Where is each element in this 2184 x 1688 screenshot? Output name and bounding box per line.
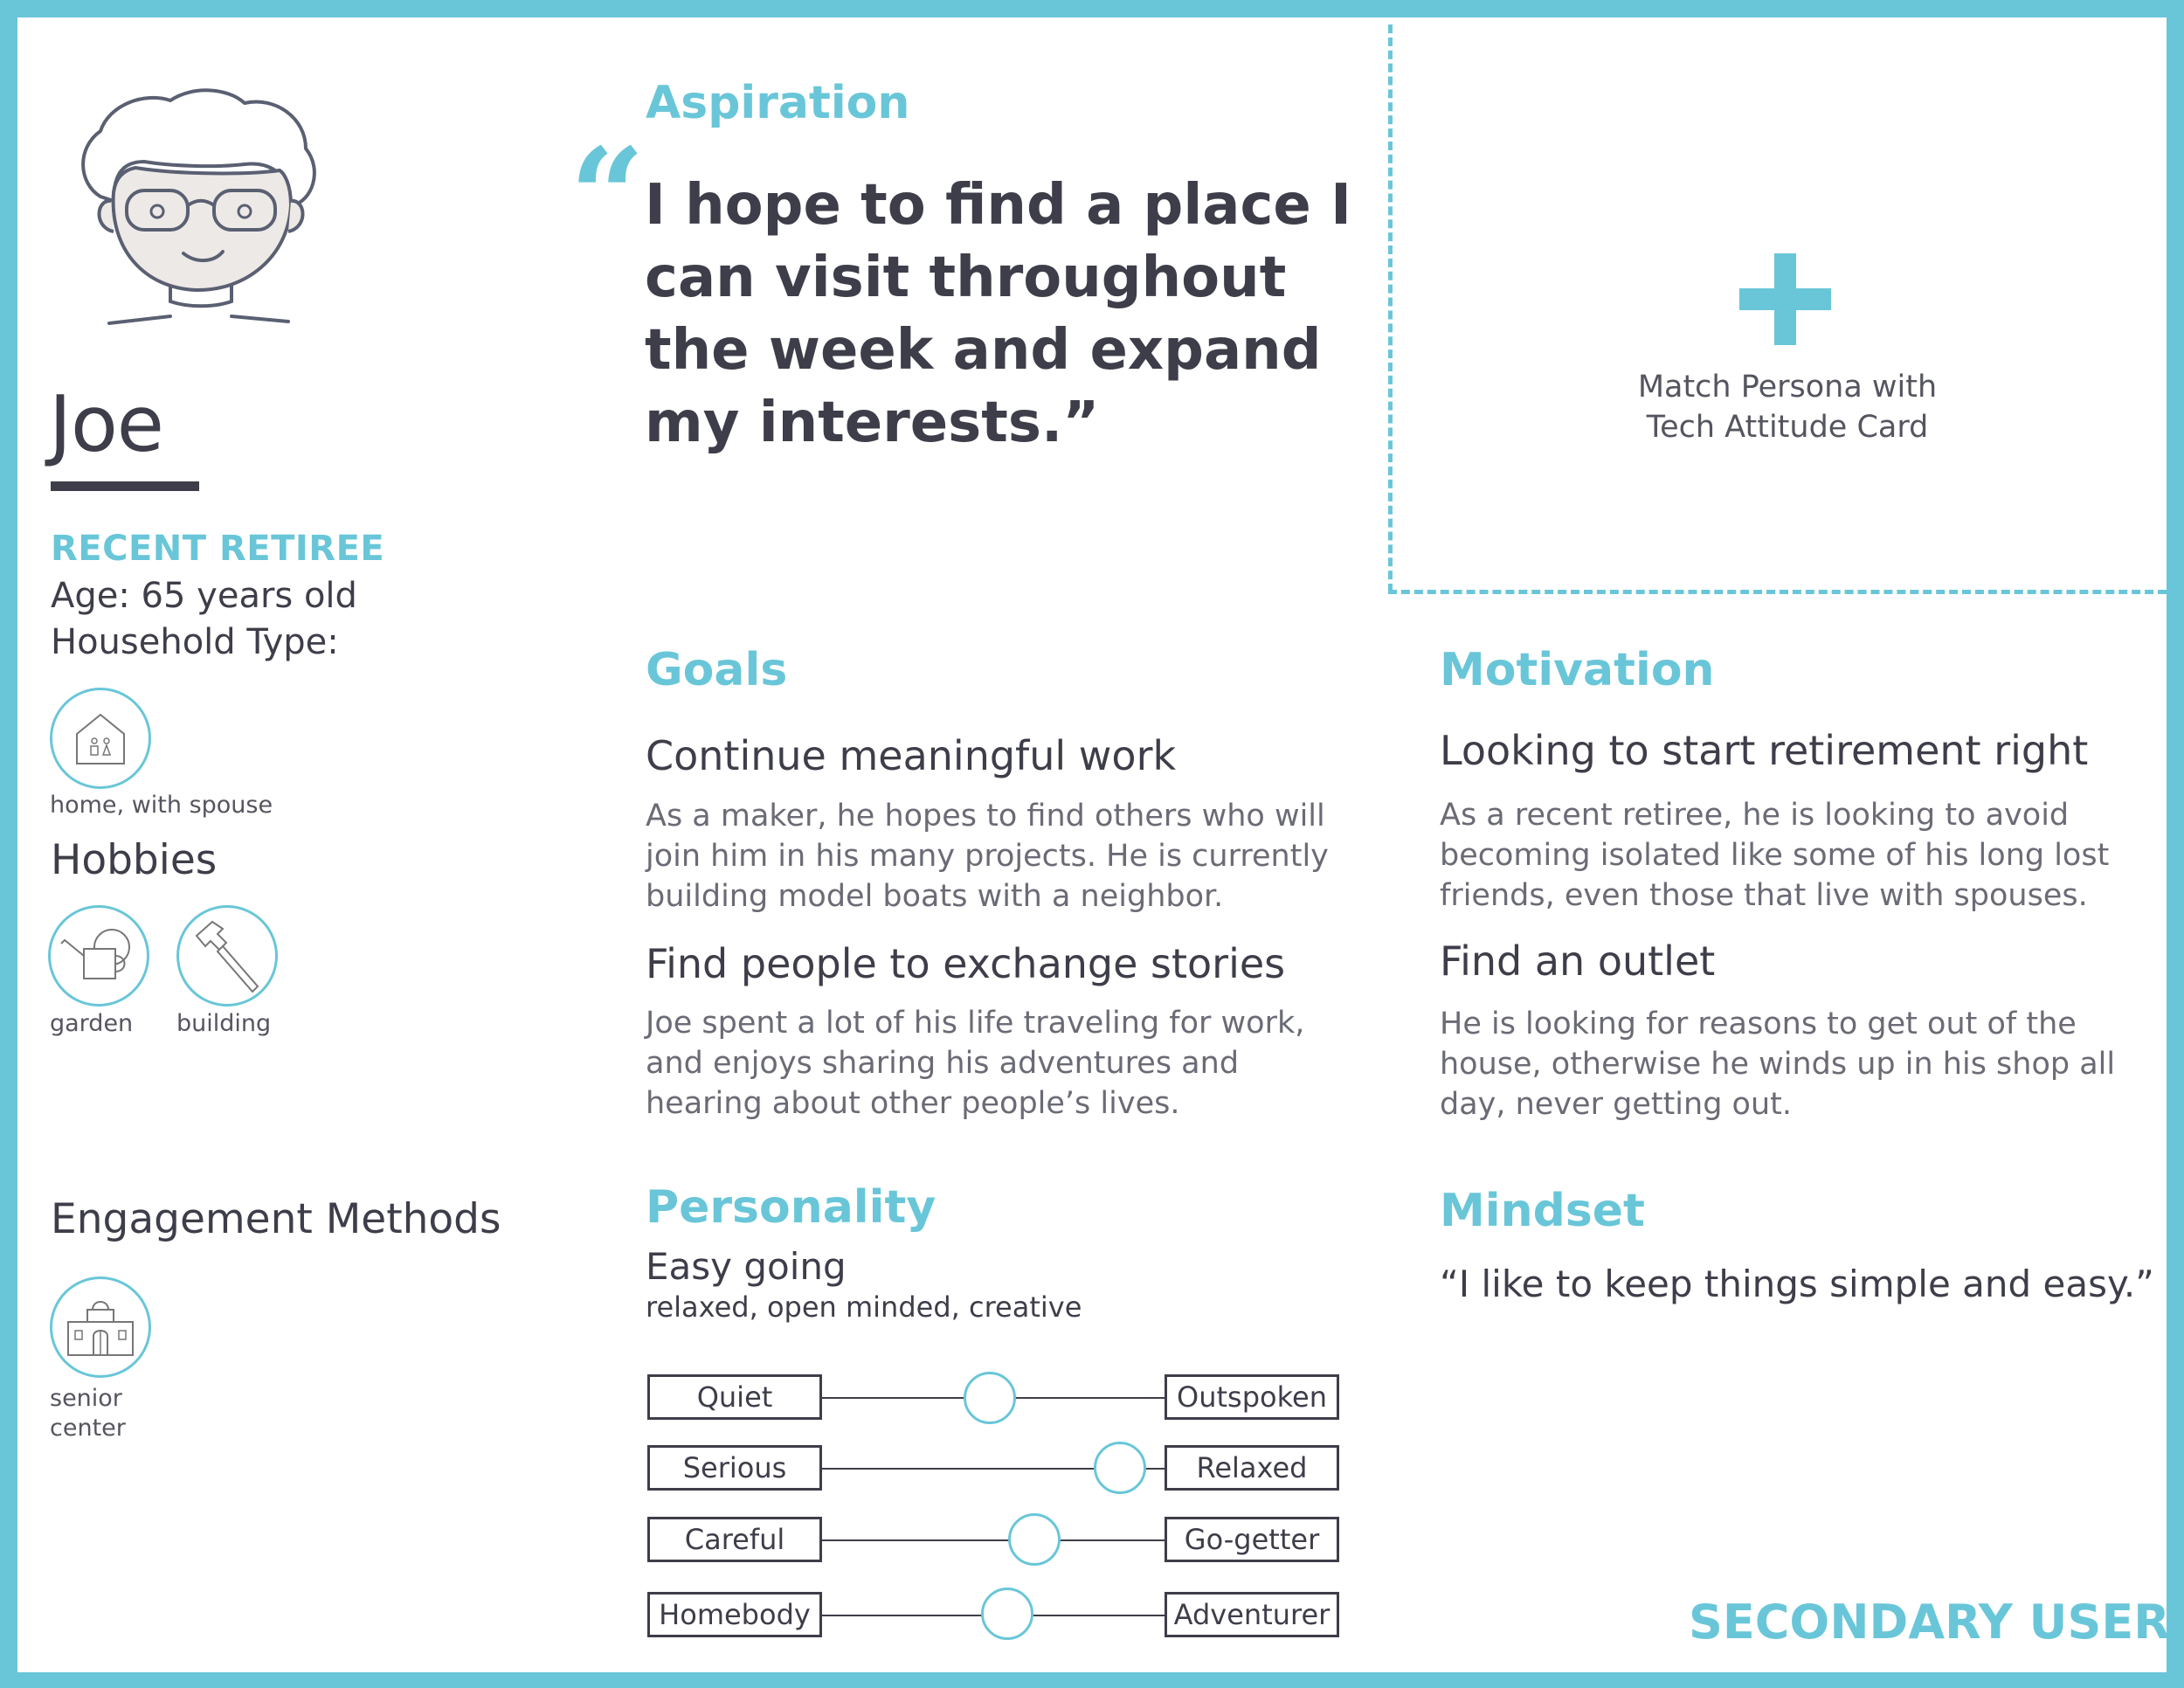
slider-left-label: Serious bbox=[647, 1445, 822, 1491]
slider-knob bbox=[1008, 1513, 1061, 1566]
persona-name: Joe bbox=[49, 379, 163, 469]
hobby-label-garden: garden bbox=[50, 1010, 134, 1037]
personality-slider-serious-relaxed bbox=[647, 1442, 1339, 1494]
quote-mark-icon: “ bbox=[570, 120, 646, 273]
hammer-icon bbox=[176, 905, 278, 1007]
tech-card-caption: Match Persona with Tech Attitude Card bbox=[1637, 370, 1938, 445]
persona-role: RECENT RETIREE bbox=[51, 529, 385, 569]
motivation-item-heading: Find an outlet bbox=[1440, 937, 1716, 985]
tech-card-border-horizontal bbox=[1388, 590, 2167, 594]
slider-track bbox=[822, 1539, 1165, 1541]
slider-left-label: Quiet bbox=[647, 1374, 822, 1420]
slider-knob bbox=[1094, 1442, 1146, 1494]
user-type-label: SECONDARY USER bbox=[1689, 1595, 2170, 1650]
slider-knob bbox=[964, 1372, 1016, 1424]
slider-right-label: Adventurer bbox=[1165, 1592, 1339, 1637]
slider-left-label: Careful bbox=[647, 1517, 822, 1562]
goal-body: Joe spent a lot of his life traveling for work, and enjoys sharing his adventures and hearing about other people’s lives. bbox=[646, 1006, 1305, 1121]
persona-avatar-icon bbox=[74, 87, 336, 336]
slider-knob bbox=[981, 1588, 1033, 1640]
goal-heading: Find people to exchange stories bbox=[646, 940, 1286, 987]
home-with-spouse-icon bbox=[50, 688, 151, 789]
personality-slider-quiet-outspoken bbox=[647, 1372, 1339, 1424]
mindset-heading: Mindset bbox=[1440, 1185, 1645, 1237]
slider-right-label: Relaxed bbox=[1165, 1445, 1339, 1491]
goal-body: As a maker, he hopes to find others who will join him in his many projects. He is currently building model boats with a neighbor. bbox=[646, 799, 1329, 914]
goal-heading: Continue meaningful work bbox=[646, 732, 1177, 779]
motivation-item-heading: Looking to start retirement right bbox=[1440, 727, 2089, 774]
slider-left-label: Homebody bbox=[647, 1592, 822, 1637]
aspiration-quote: I hope to find a place I can visit throughout the week and expand my interests.” bbox=[645, 173, 1351, 455]
motivation-heading: Motivation bbox=[1440, 644, 1715, 696]
mindset-quote: “I like to keep things simple and easy.” bbox=[1440, 1263, 2154, 1305]
engagement-caption: senior center bbox=[50, 1385, 126, 1442]
personality-slider-homebody-adventurer bbox=[647, 1588, 1339, 1640]
plus-icon-bar bbox=[1739, 288, 1831, 310]
persona-age: Age: 65 years old bbox=[51, 576, 357, 616]
motivation-item-body: He is looking for reasons to get out of the house, otherwise he winds up in his shop all day, never getting out. bbox=[1440, 1007, 2116, 1122]
personality-traits: relaxed, open minded, creative bbox=[646, 1290, 1082, 1324]
household-caption: home, with spouse bbox=[50, 792, 273, 819]
personality-heading: Personality bbox=[646, 1181, 936, 1234]
motivation-item-body: As a recent retiree, he is looking to avoid becoming isolated like some of his long lost friends, even those that live with spouses. bbox=[1440, 798, 2110, 913]
personality-slider-careful-gogetter bbox=[647, 1513, 1339, 1566]
tech-card-border-vertical bbox=[1388, 24, 1393, 592]
hobbies-heading: Hobbies bbox=[51, 836, 218, 884]
engagement-heading: Engagement Methods bbox=[51, 1195, 501, 1243]
household-label: Household Type: bbox=[51, 622, 339, 662]
personality-type: Easy going bbox=[646, 1245, 847, 1288]
watering-can-icon bbox=[48, 905, 149, 1007]
slider-right-label: Go-getter bbox=[1165, 1517, 1339, 1562]
goals-heading: Goals bbox=[646, 644, 788, 696]
hobby-label-building: building bbox=[176, 1010, 272, 1037]
aspiration-heading: Aspiration bbox=[646, 77, 910, 129]
name-underline bbox=[51, 481, 199, 491]
senior-center-icon bbox=[50, 1276, 151, 1378]
slider-right-label: Outspoken bbox=[1165, 1374, 1339, 1420]
